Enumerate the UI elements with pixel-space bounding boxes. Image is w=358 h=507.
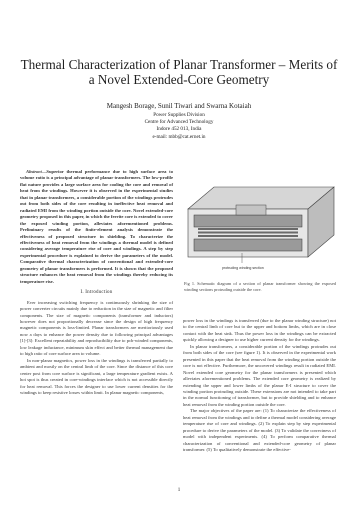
page-number: 1 <box>177 488 181 493</box>
abstract-body: —Superior thermal performance due to high surface area to volume ratio is a principal advantage of planar transformers. The low-profile flat nature provides a large surface area for cooling the core and removal of heat from the windings. However it is observed in the experimental studies that in planar transformers, a considerable portion of the windings protrudes out from both sides of the core resulting in ineffective heat removal and radiated EMI from the winding portion outside the core. Novel extended-core geometry proposed in this paper, in which the ferrite core is extended to cover the exposed winding portion, alleviates aforementioned problems. Preliminary results of the finite-element analysis demonstrate the effectiveness of proposed structure in shielding. To characterize the effectiveness of heat removal from the windings a thermal model is defined considering average temperature rise of core and windings. A step by step experimental procedure is explained to derive the parameters of the model. Comparative thermal characterization of conventional and extended-core geometry of planar transformers is performed. It is shown that the proposed structure enhances the heat removal from the windings thereby reducing its temperature rise. <box>20 169 173 284</box>
figure-caption: Fig 1. Schematic diagram of a section of planar transformer showing the exposed winding sections protruding outside the core. <box>184 281 336 292</box>
lower-core-limb <box>194 239 302 251</box>
body-paragraph: Ever increasing switching frequency is continuously shrinking the size of power converter circuits mainly due to reduction in the size of magnetic and filter components. The size of magnetic components (transformer and inductors) however does not proportionally decrease since the design of high frequency magnetic components is loss-limited. Planar transformers are meritoriously used now a days to enhance the power density due to following principal advantages [1]-[3]: Excellent repeatability and reproducibility due to pcb-winded components, low leakage inductance, minimum skin effect and better thermal management due to high ratio of core surface area to volume. <box>20 299 173 357</box>
core-center-post <box>236 205 266 215</box>
paper-title: Thermal Characterization of Planar Transformer – Merits of a Novel Extended-Core Geometry <box>20 57 338 87</box>
affiliation-block <box>0 112 358 141</box>
affiliation-line: Power Supplies Division <box>153 112 205 118</box>
figure-label: protruding winding section <box>222 266 264 270</box>
winding-layer <box>198 228 298 230</box>
body-paragraph: The major objectives of the paper are: (1) To characterize the effectiveness of heat removal from the windings and to define a thermal model considering average temperature rise of core and windings. (2) To explain step by step experimental procedure to derive the parameters of the model. (3) To validate the correctness of model with independent experiments. (4) To perform comparative thermal characterization of conventional and extended-core geometry of planar transformer. (5) To qualitatively demonstrate the effective- <box>183 408 336 453</box>
affiliation-line: Indore 452 013, India <box>156 126 202 133</box>
transformer-schematic <box>184 165 336 273</box>
abstract-lead: Abstract <box>26 169 42 174</box>
affiliation-email: e-mail: mbb@cat.ernet.in <box>152 133 206 140</box>
author-list: Mangesh Borage, Sunil Tiwari and Swarna Kotaiah <box>106 102 252 110</box>
winding-layer <box>198 235 298 237</box>
abstract <box>20 169 173 285</box>
body-paragraph: power loss in the windings is transferred (due to the planar winding structure) not to the central limb of core but to the upper and bottom limbs, which are in close contact with the heat sink. Thus the power loss in the windings can be extracted quickly allowing a designer to use higher current density for the windings. <box>183 318 336 343</box>
winding-layer <box>198 232 298 234</box>
section-heading-introduction: I. Introduction <box>80 290 113 296</box>
figure-transformer-diagram <box>184 165 336 273</box>
affiliation-line: Centre for Advanced Technology <box>144 119 214 126</box>
body-paragraph: In non-planar magnetics, power loss in the windings is transferred partially to ambient and mostly on the central limb of the core. Since the distance of this core center post from core surface is significant, a large temperature gradient exists. A hot spot is thus created in core-windings interface which is not accessible directly for heat removal. This forces the designer to use lower current densities for the windings to keep resistive losses within limit. In planar magnetic components, <box>20 357 173 395</box>
upper-core-limb <box>194 215 302 227</box>
right-column <box>183 318 336 454</box>
body-paragraph: In planar transformers, a considerable portion of the windings protrudes out from both sides of the core (see figure 1). It is observed in the experimental work presented in this paper that the heat removal from the winding portion outside the core is not effective. Furthermore, the uncovered windings result in radiated EMI. Novel extended core geometry for the planar transformers is presented which alleviates aforementioned problems. The extended core geometry is realized by extending the upper and lower limbs of the planar E-I structure to cover the winding portion protruding outside. These extensions are not intended to take part in the normal functioning of transformer, but to provide shielding and to enhance heat removal from the winding portion outside the core. <box>183 343 336 407</box>
left-column <box>20 169 173 396</box>
